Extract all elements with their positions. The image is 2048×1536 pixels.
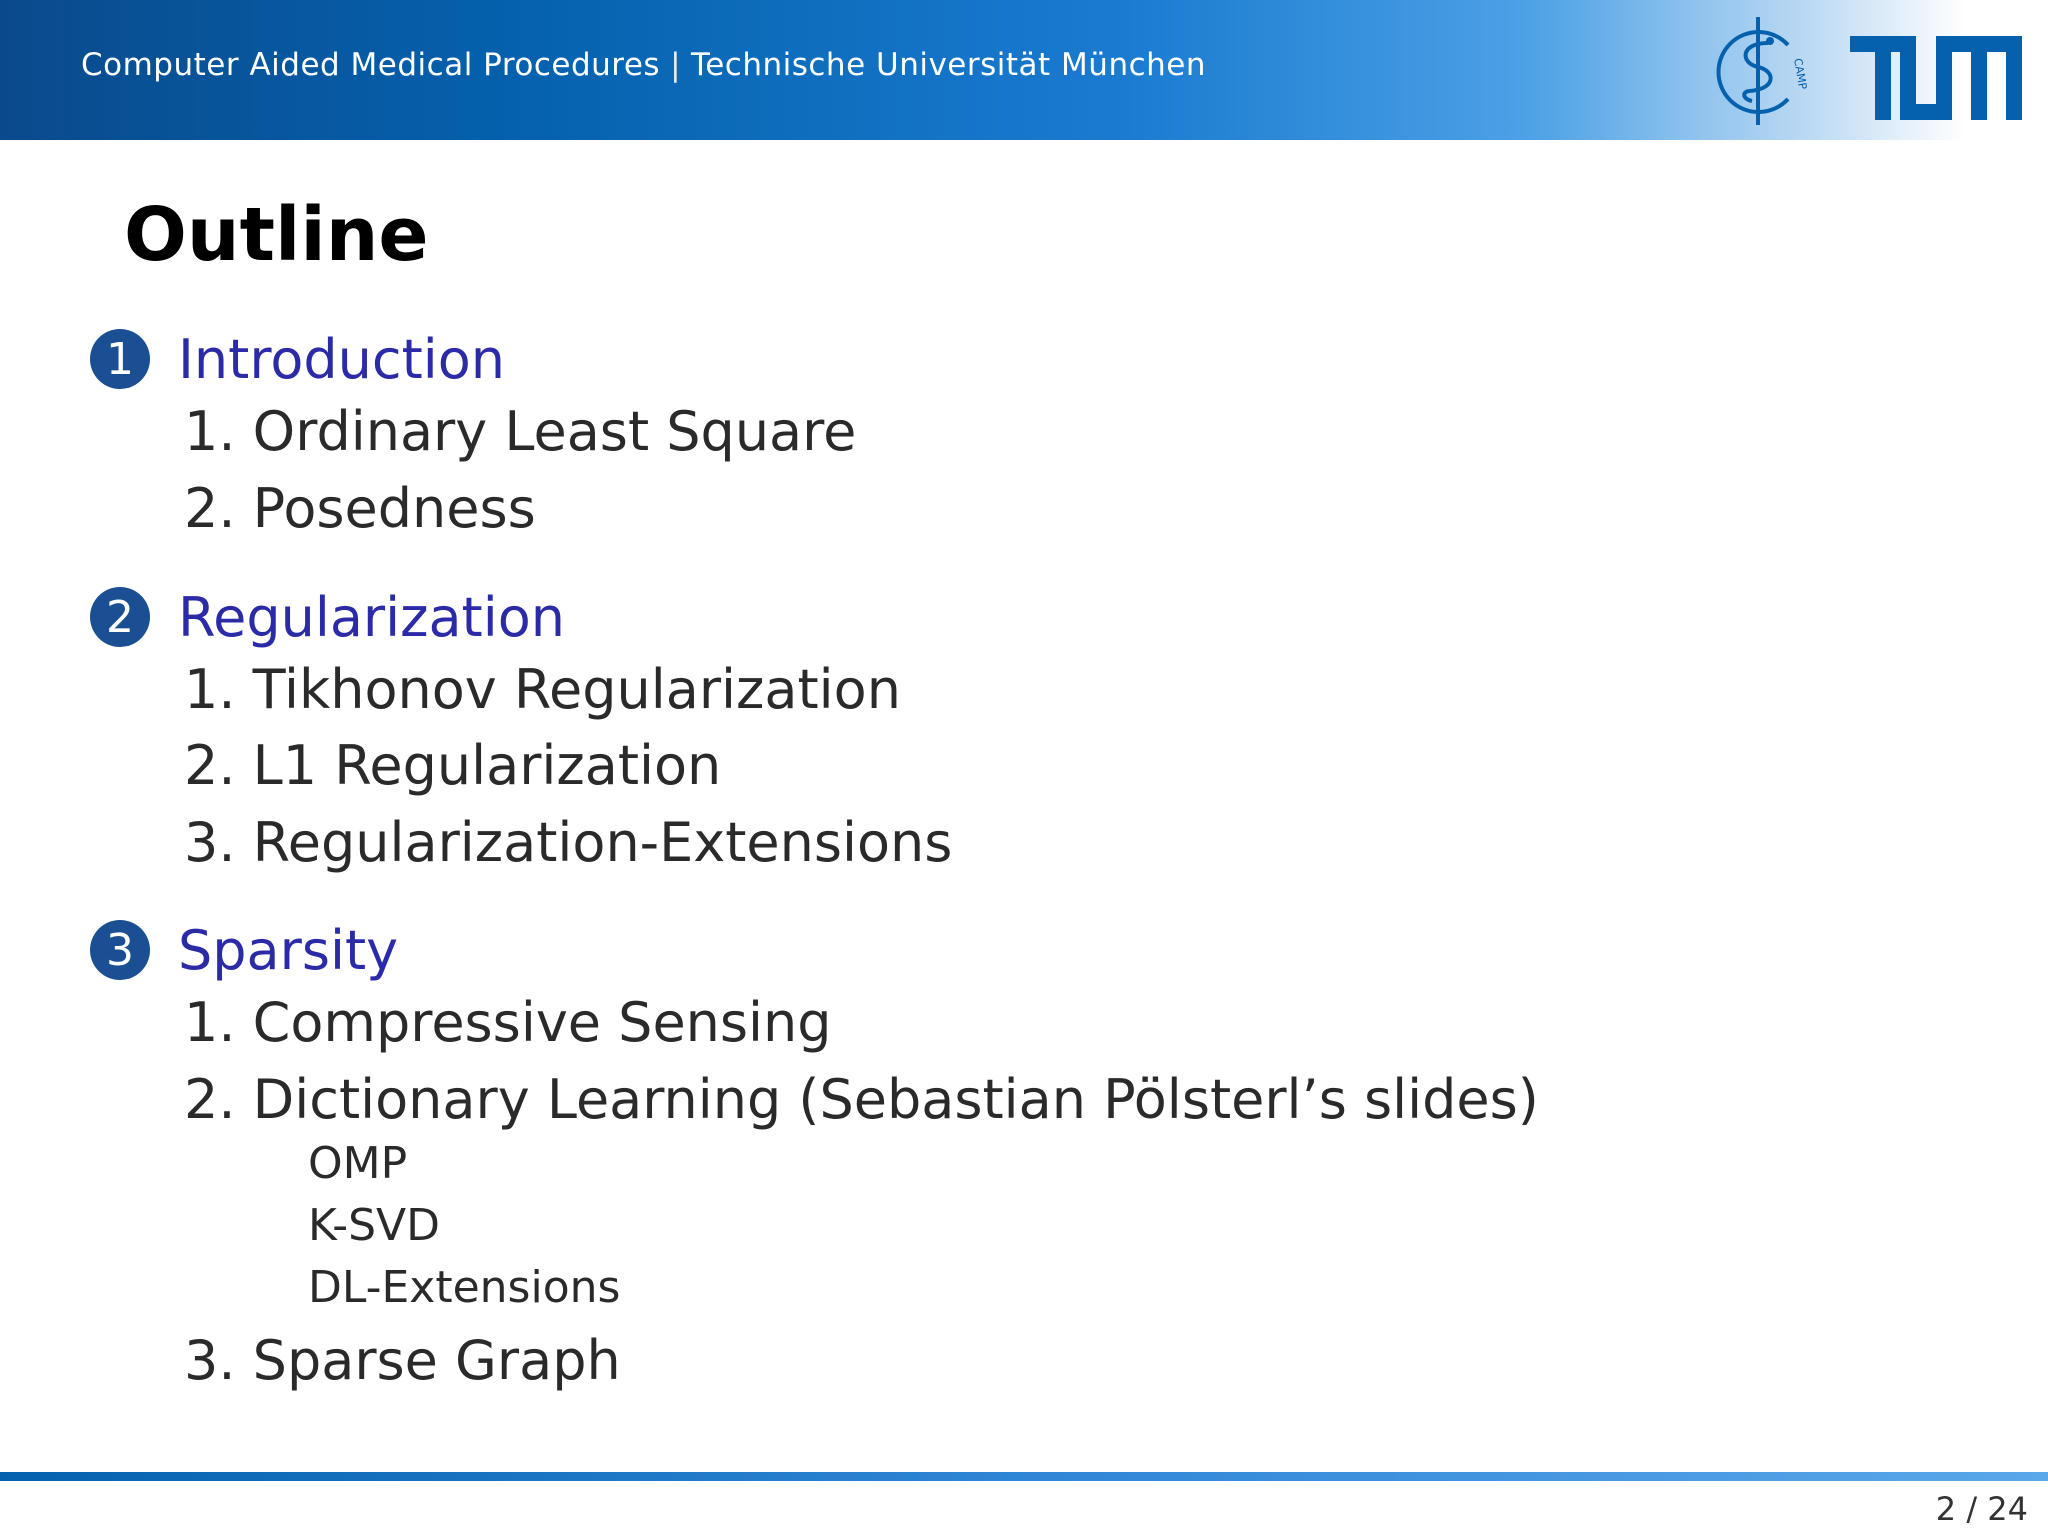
section-label: Sparsity bbox=[178, 918, 399, 982]
section-label: Introduction bbox=[178, 327, 506, 391]
section-sparsity bbox=[90, 917, 398, 983]
section-regularization bbox=[90, 584, 565, 650]
camp-logo bbox=[1706, 15, 1814, 127]
header-left-text: Computer Aided Medical Procedures bbox=[81, 47, 661, 83]
header-right-text: Technische Universität München bbox=[691, 47, 1206, 83]
section-number-badge: 2 bbox=[90, 587, 150, 647]
outline-item: 1. Tikhonov Regularization bbox=[184, 658, 901, 721]
page-number: 2 / 24 bbox=[1935, 1490, 2028, 1528]
outline-item: 1. Ordinary Least Square bbox=[184, 400, 857, 463]
section-number-badge: 3 bbox=[90, 920, 150, 980]
outline-item: 3. Sparse Graph bbox=[184, 1329, 621, 1392]
camp-logo-text: CAMP bbox=[1791, 57, 1810, 91]
tum-logo bbox=[1850, 36, 2022, 120]
section-introduction bbox=[90, 326, 505, 392]
header-title bbox=[81, 47, 1206, 83]
header-separator: | bbox=[670, 47, 682, 83]
outline-item: 2. Posedness bbox=[184, 477, 536, 540]
slide-title: Outline bbox=[124, 192, 429, 278]
section-number-badge: 1 bbox=[90, 329, 150, 389]
footer-bar bbox=[0, 1472, 2048, 1481]
outline-item: 3. Regularization-Extensions bbox=[184, 811, 953, 874]
section-label: Regularization bbox=[178, 585, 565, 649]
outline-subitem: K-SVD bbox=[308, 1200, 441, 1251]
header-bar bbox=[0, 0, 2048, 140]
outline-subitem: DL-Extensions bbox=[308, 1262, 621, 1313]
outline-subitem: OMP bbox=[308, 1138, 408, 1189]
outline-item: 1. Compressive Sensing bbox=[184, 991, 832, 1054]
outline-item: 2. L1 Regularization bbox=[184, 734, 722, 797]
outline-item: 2. Dictionary Learning (Sebastian Pölsterl’s slides) bbox=[184, 1068, 1539, 1131]
